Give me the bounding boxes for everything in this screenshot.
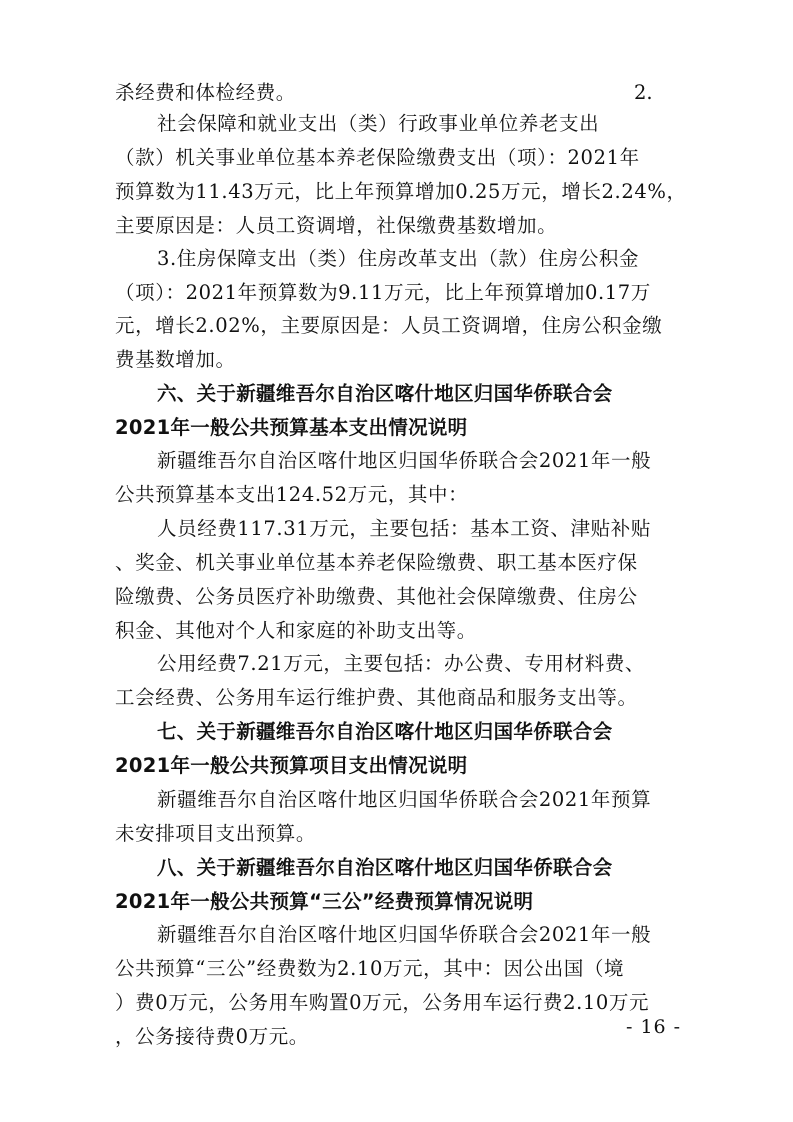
text-line: 社会保障和就业支出（类）行政事业单位养老支出	[157, 112, 600, 135]
section-heading: 六、关于新疆维吾尔自治区喀什地区归国华侨联合会	[157, 382, 613, 405]
text-line: 新疆维吾尔自治区喀什地区归国华侨联合会2021年一般	[157, 923, 652, 946]
text-line: 元，增长2.02%，主要原因是：人员工资调增，住房公积金缴	[115, 314, 663, 337]
section-heading: 2021年一般公共预算基本支出情况说明	[115, 416, 468, 439]
text-line: 费基数增加。	[115, 348, 236, 371]
text-line: 未安排项目支出预算。	[115, 822, 317, 845]
text-line: 公共预算基本支出124.52万元，其中：	[115, 483, 469, 506]
text-line: ）费0万元，公务用车购置0万元，公务用车运行费2.10万元	[115, 991, 650, 1014]
text-line: 公用经费7.21万元，主要包括：办公费、专用材料费、	[157, 652, 646, 675]
text-line: 新疆维吾尔自治区喀什地区归国华侨联合会2021年预算	[157, 788, 652, 811]
text-line: （项）：2021年预算数为9.11万元，比上年预算增加0.17万	[115, 281, 651, 304]
section-heading: 2021年一般公共预算项目支出情况说明	[115, 754, 468, 777]
text-line: 积金、其他对个人和家庭的补助支出等。	[115, 619, 477, 642]
text-line: 预算数为11.43万元，比上年预算增加0.25万元，增长2.24%，	[115, 180, 687, 203]
text-line: （款）机关事业单位基本养老保险缴费支出（项）：2021年	[115, 146, 640, 169]
text-line: 主要原因是：人员工资调增，社保缴费基数增加。	[115, 214, 558, 237]
text-line: 险缴费、公务员医疗补助缴费、其他社会保障缴费、住房公	[115, 585, 638, 608]
text-line: 工会经费、公务用车运行维护费、其他商品和服务支出等。	[115, 686, 638, 709]
text-line: 杀经费和体检经费。	[115, 81, 296, 104]
section-heading: 2021年一般公共预算“三公”经费预算情况说明	[115, 890, 534, 913]
section-heading: 八、关于新疆维吾尔自治区喀什地区归国华侨联合会	[157, 856, 613, 879]
page-number: - 16 -	[626, 1016, 682, 1038]
text-line: 3.住房保障支出（类）住房改革支出（款）住房公积金	[157, 247, 640, 270]
text-line: 新疆维吾尔自治区喀什地区归国华侨联合会2021年一般	[157, 449, 652, 472]
text-line: 公共预算“三公”经费数为2.10万元，其中：因公出国（境	[115, 957, 625, 980]
text-line: ，公务接待费0万元。	[115, 1025, 309, 1048]
text-line: 人员经费117.31万元，主要包括：基本工资、津贴补贴	[157, 517, 651, 540]
text-line: 、奖金、机关事业单位基本养老保险缴费、职工基本医疗保	[115, 551, 638, 574]
section-heading: 七、关于新疆维吾尔自治区喀什地区归国华侨联合会	[157, 720, 613, 743]
item-number: 2.	[634, 81, 653, 104]
